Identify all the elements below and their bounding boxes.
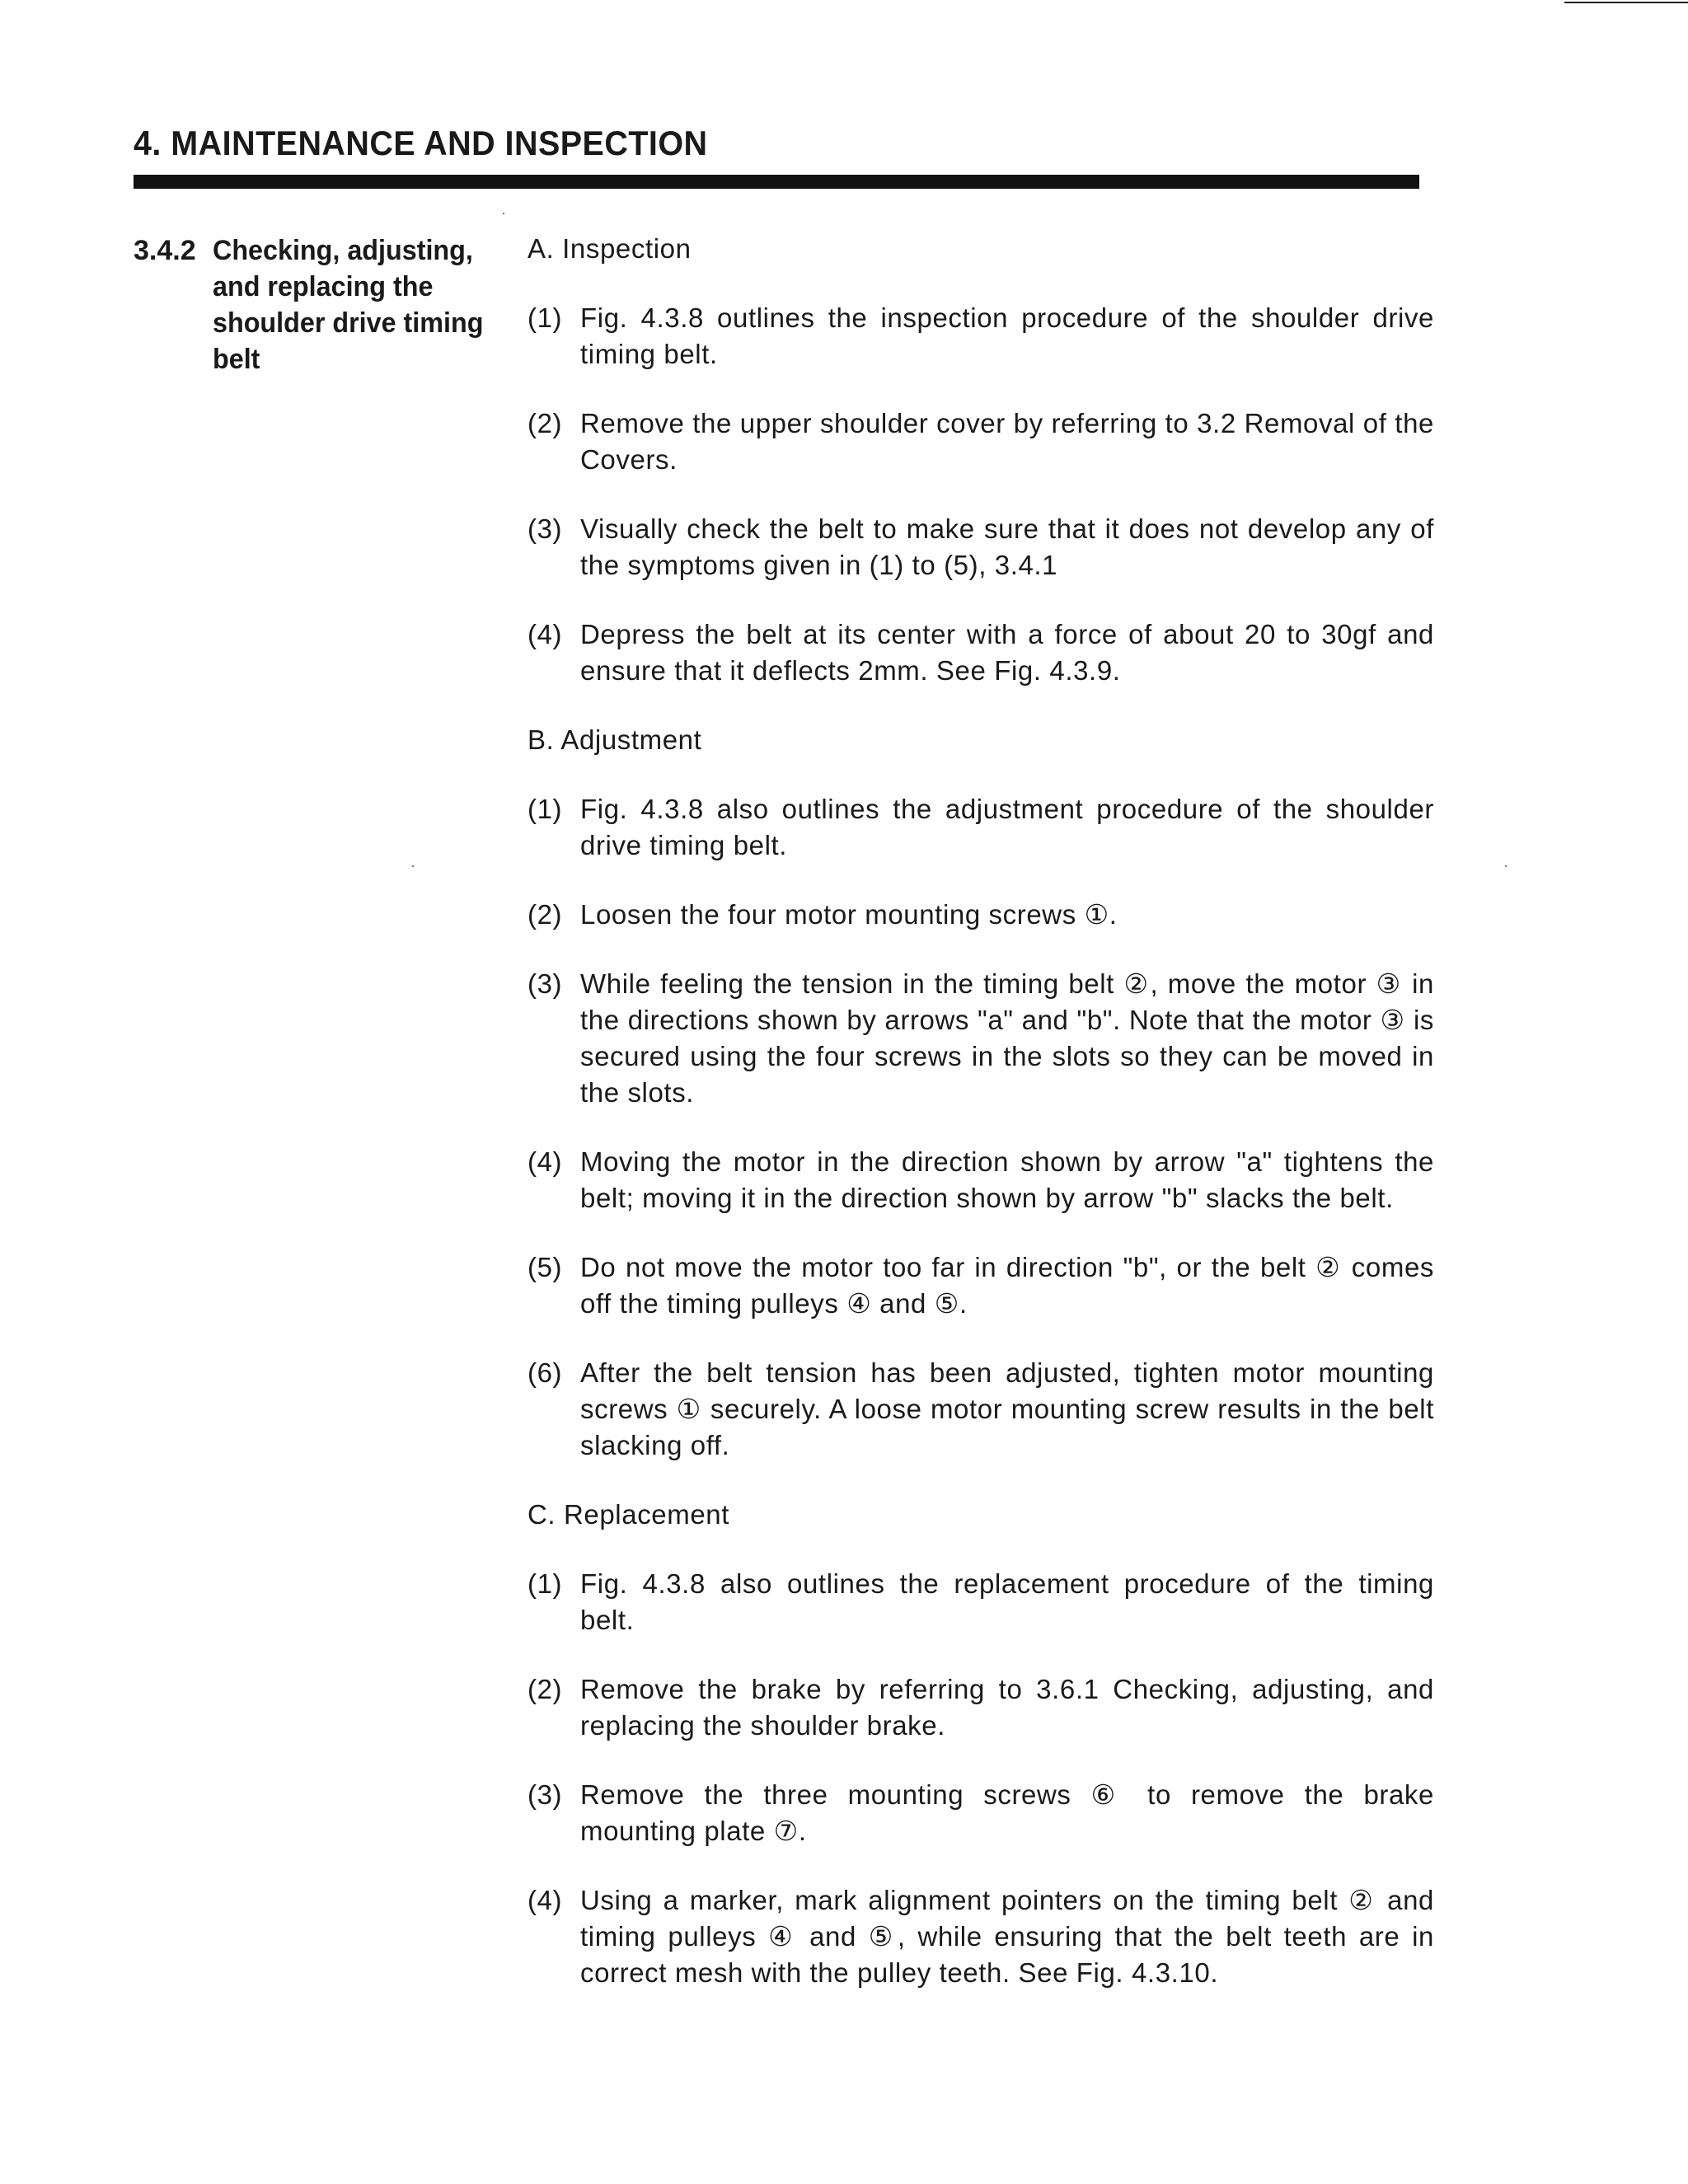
item-number: (1) bbox=[528, 794, 563, 824]
page-header bbox=[134, 124, 1419, 189]
inspection-group bbox=[528, 231, 1434, 689]
scan-speck bbox=[503, 213, 504, 214]
list-item bbox=[528, 405, 1434, 478]
list-item bbox=[528, 1882, 1434, 1991]
item-text: Loosen the four motor mounting screws ①. bbox=[580, 899, 1118, 930]
item-text: Visually check the belt to make sure that it does not develop any of the symptoms given in (1) to (5), 3.4.1 bbox=[580, 513, 1434, 580]
item-text: Using a marker, mark alignment pointers on the timing belt ② and timing pulleys ④ and ⑤, while ensuring that the belt teeth are in correct mesh with the pulley teeth. See Fig. 4.3.10. bbox=[580, 1885, 1434, 1988]
item-text: Moving the motor in the direction shown by arrow "a" tightens the belt; moving it in the direction shown by arrow "b" slacks the belt. bbox=[580, 1146, 1434, 1213]
list-item bbox=[528, 1566, 1434, 1638]
item-text: Fig. 4.3.8 outlines the inspection procedure of the shoulder drive timing belt. bbox=[580, 302, 1434, 369]
item-number: (4) bbox=[528, 1146, 563, 1177]
list-item bbox=[528, 1777, 1434, 1849]
section-number: 3.4.2 bbox=[134, 235, 196, 266]
item-number: (1) bbox=[528, 302, 563, 333]
scan-speck bbox=[412, 865, 414, 867]
list-item bbox=[528, 616, 1434, 689]
section-title bbox=[213, 232, 498, 377]
item-text: Remove the three mounting screws ⑥ to remove the brake mounting plate ⑦. bbox=[580, 1779, 1434, 1846]
item-text: Do not move the motor too far in direction "b", or the belt ② comes off the timing pulleys ④ and ⑤. bbox=[580, 1252, 1434, 1319]
section-title-line: shoulder drive timing bbox=[213, 307, 484, 339]
list-item bbox=[528, 1144, 1434, 1216]
item-number: (4) bbox=[528, 1885, 563, 1915]
list-item bbox=[528, 1249, 1434, 1322]
item-number: (3) bbox=[528, 513, 563, 544]
section-title-line: belt bbox=[213, 344, 260, 375]
group-heading: B. Adjustment bbox=[528, 724, 702, 755]
item-text: After the belt tension has been adjusted, tighten motor mounting screws ① securely. A loose motor mounting screw results in the belt slacking off. bbox=[580, 1357, 1434, 1460]
item-number: (2) bbox=[528, 408, 563, 438]
list-item bbox=[528, 300, 1434, 373]
item-number: (5) bbox=[528, 1252, 563, 1282]
corner-rule bbox=[1564, 2, 1688, 3]
replacement-group bbox=[528, 1497, 1434, 1991]
list-item bbox=[528, 1671, 1434, 1744]
list-item bbox=[528, 791, 1434, 864]
item-text: Depress the belt at its center with a force of about 20 to 30gf and ensure that it deflects 2mm. See Fig. 4.3.9. bbox=[580, 619, 1434, 686]
item-text: While feeling the tension in the timing belt ②, move the motor ③ in the directions shown by arrows "a" and "b". Note that the motor ③ is secured using the four screws in the slots so they can be moved in the slots. bbox=[580, 968, 1434, 1108]
scan-speck bbox=[1505, 865, 1507, 867]
item-number: (3) bbox=[528, 968, 563, 999]
header-rule bbox=[134, 175, 1419, 189]
item-text: Fig. 4.3.8 also outlines the adjustment procedure of the shoulder drive timing belt. bbox=[580, 794, 1434, 860]
section-title-line: and replacing the bbox=[213, 271, 434, 302]
item-text: Remove the upper shoulder cover by referring to 3.2 Removal of the Covers. bbox=[580, 408, 1434, 475]
item-number: (6) bbox=[528, 1357, 563, 1388]
page-title: 4. MAINTENANCE AND INSPECTION bbox=[134, 124, 708, 162]
list-item bbox=[528, 1355, 1434, 1464]
group-heading: C. Replacement bbox=[528, 1499, 730, 1530]
adjustment-group bbox=[528, 722, 1434, 1464]
list-item bbox=[528, 966, 1434, 1111]
item-number: (3) bbox=[528, 1779, 563, 1810]
item-text: Remove the brake by referring to 3.6.1 Checking, adjusting, and replacing the shoulder brake. bbox=[580, 1674, 1434, 1741]
list-item bbox=[528, 511, 1434, 583]
list-item bbox=[528, 897, 1434, 933]
section-heading bbox=[134, 232, 513, 377]
item-number: (4) bbox=[528, 619, 563, 649]
group-heading: A. Inspection bbox=[528, 233, 692, 264]
main-content bbox=[528, 231, 1434, 2024]
section-title-line: Checking, adjusting, bbox=[213, 235, 473, 266]
item-text: Fig. 4.3.8 also outlines the replacement procedure of the timing belt. bbox=[580, 1568, 1434, 1635]
item-number: (2) bbox=[528, 899, 563, 930]
item-number: (2) bbox=[528, 1674, 563, 1704]
item-number: (1) bbox=[528, 1568, 563, 1599]
